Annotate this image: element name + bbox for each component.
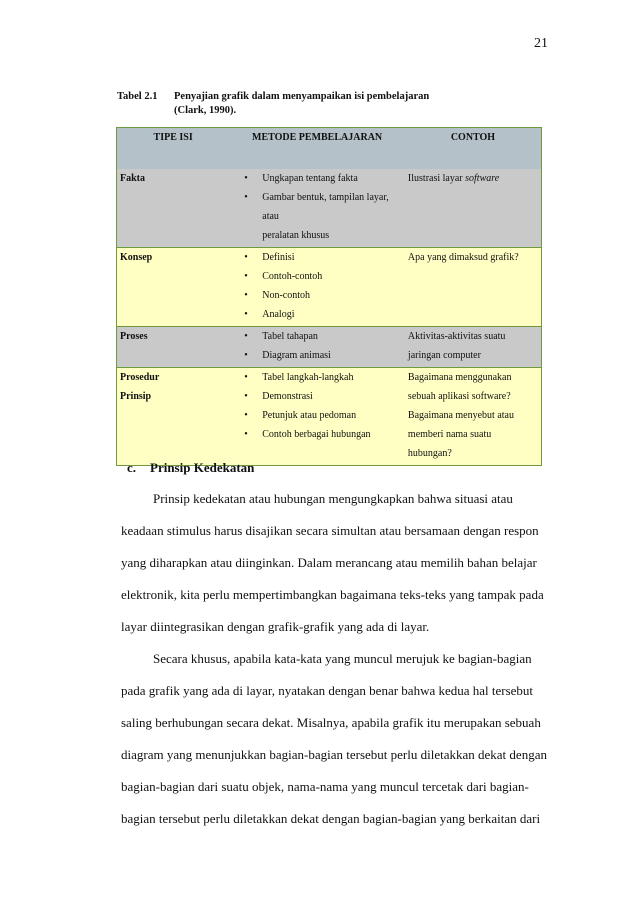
method-cell (229, 327, 405, 368)
section-letter: c. (127, 460, 137, 475)
bullet-icon: • (244, 252, 248, 263)
header-spacer-cell (117, 147, 230, 169)
bullet-icon: • (244, 331, 248, 342)
method-item: • Tabel langkah-langkah (232, 368, 402, 387)
type-cell (117, 327, 230, 368)
method-item: • Demonstrasi (232, 387, 402, 406)
method-cell (229, 368, 405, 466)
type-cell (117, 169, 230, 248)
type-label: Fakta (120, 173, 145, 184)
section-title: Prinsip Kedekatan (150, 460, 255, 475)
table-row-konsep (117, 248, 542, 327)
example-cell (405, 169, 542, 248)
method-item: • Petunjuk atau pedoman (232, 406, 402, 425)
example-text: Bagaimana menyebut atau (407, 410, 514, 421)
paragraph-line: layar diintegrasikan dengan grafik-grafik yang ada di layar. (121, 619, 430, 634)
method-item: • Ungkapan tentang fakta (232, 169, 402, 188)
bullet-icon: • (244, 410, 248, 421)
example-text: memberi nama suatu (407, 429, 492, 440)
method-item: • Diagram animasi (232, 346, 402, 365)
caption-label: Tabel 2.1 (117, 91, 158, 102)
bullet-icon: • (244, 429, 248, 440)
method-item: • Definisi (232, 248, 402, 267)
example-text: hubungan? (407, 448, 452, 459)
bullet-icon: • (244, 309, 248, 320)
example-text: Aktivitas-aktivitas suatu (407, 331, 506, 342)
paragraph-line: bagian-bagian dari suatu objek, nama-nama yang muncul tercetak dari bagian- (121, 779, 529, 794)
method-item: • Tabel tahapan (232, 327, 402, 346)
example-cell (405, 327, 542, 368)
type-cell (117, 248, 230, 327)
type-label: Prosedur (120, 372, 160, 383)
header-spacer-cell (405, 147, 542, 169)
column-header-metode: METODE PEMBELAJARAN (229, 128, 405, 148)
bullet-icon: • (244, 350, 248, 361)
caption-title: Penyajian grafik dalam menyampaikan isi pembelajaran (174, 91, 430, 102)
column-header-tipe-isi: TIPE ISI (117, 128, 230, 148)
type-label: Konsep (120, 252, 153, 263)
method-cell (229, 248, 405, 327)
content-table (116, 127, 542, 466)
example-text: jaringan computer (407, 350, 481, 361)
example-text: Ilustrasi layar (407, 173, 466, 184)
bullet-icon: • (244, 290, 248, 301)
bullet-icon: • (244, 271, 248, 282)
example-text: Bagaimana menggunakan (407, 372, 512, 383)
example-emphasis: software (465, 173, 500, 184)
table-row-proses (117, 327, 542, 368)
type-cell (117, 368, 230, 466)
paragraph-line: yang diharapkan atau diinginkan. Dalam merancang atau memilih bahan belajar (121, 555, 537, 570)
paragraph-line: elektronik, kita perlu mempertimbangkan bagaimana teks-teks yang tampak pada (121, 587, 544, 602)
method-item: • Analogi (232, 305, 402, 324)
paragraph-line: Prinsip kedekatan atau hubungan mengungkapkan bahwa situasi atau (153, 491, 513, 506)
example-text: sebuah aplikasi software? (407, 391, 511, 402)
method-item: • Contoh berbagai hubungan (232, 425, 402, 444)
column-header-contoh: CONTOH (405, 128, 542, 148)
paragraph-line: bagian tersebut perlu diletakkan dekat dengan bagian-bagian yang berkaitan dari (121, 811, 541, 826)
bullet-icon: • (244, 391, 248, 402)
paragraph-line: diagram yang menunjukkan bagian-bagian tersebut perlu diletakkan dekat dengan (121, 747, 547, 762)
example-cell (405, 368, 542, 466)
table-row-prosedur-prinsip (117, 368, 542, 466)
page-number: 21 (534, 36, 548, 51)
paragraph-line: Secara khusus, apabila kata-kata yang muncul merujuk ke bagian-bagian (153, 651, 532, 666)
type-label: Proses (120, 331, 148, 342)
method-item: • Non-contoh (232, 286, 402, 305)
table-row-fakta (117, 169, 542, 248)
method-item: • Gambar bentuk, tampilan layar, atau (232, 188, 402, 226)
paragraph-line: pada grafik yang ada di layar, nyatakan dengan benar bahwa kedua hal tersebut (121, 683, 534, 698)
method-item-continuation: peralatan khusus (262, 230, 330, 241)
example-text: Apa yang dimaksud grafik? (407, 252, 519, 263)
bullet-icon: • (244, 372, 248, 383)
type-label: Prinsip (120, 391, 152, 402)
paragraph-line: keadaan stimulus harus disajikan secara simultan atau bersamaan dengan respon (121, 523, 539, 538)
caption-source: (Clark, 1990). (174, 105, 237, 116)
paragraph-line: saling berhubungan secara dekat. Misalnya, apabila grafik itu merupakan sebuah (121, 715, 541, 730)
section-heading (127, 460, 254, 476)
bullet-icon: • (244, 192, 248, 203)
bullet-icon: • (244, 173, 248, 184)
table-caption (117, 90, 547, 118)
method-cell (229, 169, 405, 248)
method-item: • Contoh-contoh (232, 267, 402, 286)
header-spacer-cell (229, 147, 405, 169)
example-cell (405, 248, 542, 327)
